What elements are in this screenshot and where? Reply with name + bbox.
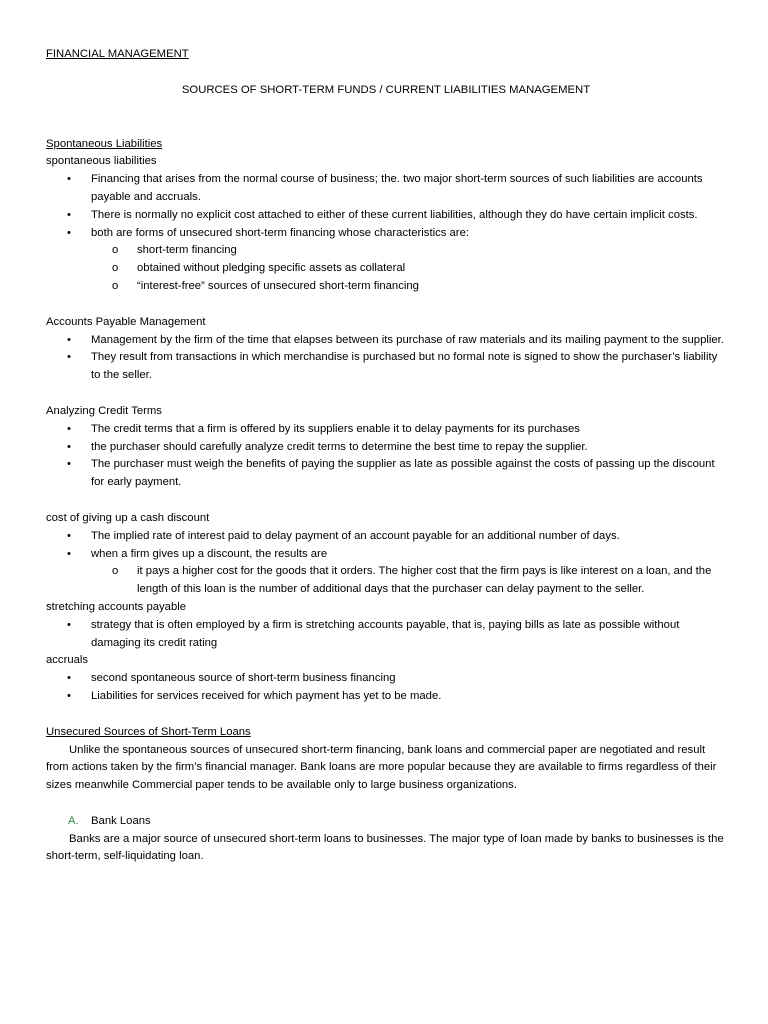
bullet-list [46,528,726,599]
sub-list-item: o obtained without pledging specific assets as collateral [46,260,726,278]
paragraph-bank-loans: Banks are a major source of unsecured short-term loans to businesses. The major type of loan made by banks to businesses is the short-term, self-liquidating loan. [46,832,724,863]
bullet-marker: • [67,672,71,685]
bullet-list [46,171,726,296]
bullet-marker: • [67,618,71,631]
bullet-marker: • [67,422,71,435]
bullet-list [46,670,726,706]
section-heading-cash-discount: cost of giving up a cash discount [46,511,210,524]
doc-subtitle: SOURCES OF SHORT-TERM FUNDS / CURRENT LIABILITIES MANAGEMENT [181,83,591,96]
list-item: • They result from transactions in which merchandise is purchased but no formal note is signed to show the purchaser’s liability to the seller. [67,351,718,382]
term-spontaneous-liabilities: spontaneous liabilities [46,155,157,168]
paragraph-unsecured: Unlike the spontaneous sources of unsecured short-term financing, bank loans and commercial paper are negotiated and result from actions taken by the firm’s financial manager. Bank loans are more popular because they are available to firms regardless of their sizes meanwhile Commercial paper tends to be available only to large business organizations. [46,743,717,792]
list-item: • Financing that arises from the normal course of business; the. two major short-term sources of such liabilities are accounts payable and accruals. [67,173,703,203]
bullet-list [46,332,726,385]
sub-bullet-marker: o [112,279,119,292]
bullet-marker: • [67,458,71,471]
list-item: • the purchaser should carefully analyze credit terms to determine the best time to repay the supplier. [46,439,726,457]
bullet-marker: • [67,351,71,364]
list-item: • The credit terms that a firm is offered by its suppliers enable it to delay payments for its purchases [46,421,726,439]
bullet-marker: • [67,208,71,221]
bullet-list [46,617,726,653]
doc-title: FINANCIAL MANAGEMENT [46,48,189,60]
sub-bullet-marker: o [112,262,119,275]
document-page [46,46,726,866]
list-item: • strategy that is often employed by a firm is stretching accounts payable, that is, paying bills as late as possible without damaging its credit rating [67,618,680,649]
list-item: • when a firm gives up a discount, the results are [46,546,726,564]
list-item: • Liabilities for services received for which payment has yet to be made. [46,688,726,706]
sub-list-item: o short-term financing [46,242,726,260]
section-heading-spontaneous: Spontaneous Liabilities [46,137,163,150]
list-item: • Management by the firm of the time that elapses between its purchase of raw materials and its mailing payment to the supplier. [46,332,726,350]
sub-bullet-marker: o [112,565,119,578]
list-item: • There is normally no explicit cost attached to either of these current liabilities, although they do have certain implicit costs. [46,207,726,225]
section-heading-unsecured: Unsecured Sources of Short-Term Loans [46,725,251,738]
section-heading-accruals: accruals [46,654,89,667]
bullet-marker: • [67,440,71,453]
bullet-list [46,421,726,492]
list-item: • The implied rate of interest paid to delay payment of an account payable for an additional number of days. [46,528,726,546]
section-heading-credit-terms: Analyzing Credit Terms [46,404,162,417]
sub-list-item: o it pays a higher cost for the goods that it orders. The higher cost that the firm pays is like interest on a loan, and the length of this loan is the number of additional days that the purchaser can delay payment to the seller. [112,565,712,596]
bullet-marker: • [67,689,71,702]
bullet-marker: • [67,547,71,560]
sub-list-item: o “interest-free” sources of unsecured short-term financing [46,278,726,296]
sub-bullet-marker: o [112,244,119,257]
bullet-marker: • [67,226,71,239]
bullet-marker: • [67,173,71,186]
section-letter: A. [68,814,79,827]
subsection-heading-bank-loans: A. Bank Loans [46,813,726,831]
list-item: • The purchaser must weigh the benefits of paying the supplier as late as possible against the costs of passing up the discount for early payment. [67,458,715,489]
section-heading-accounts-payable: Accounts Payable Management [46,315,206,328]
section-heading-stretching: stretching accounts payable [46,600,187,613]
list-item: • both are forms of unsecured short-term financing whose characteristics are: [46,225,726,243]
bullet-marker: • [67,333,71,346]
list-item: • second spontaneous source of short-term business financing [46,670,726,688]
bullet-marker: • [67,529,71,542]
